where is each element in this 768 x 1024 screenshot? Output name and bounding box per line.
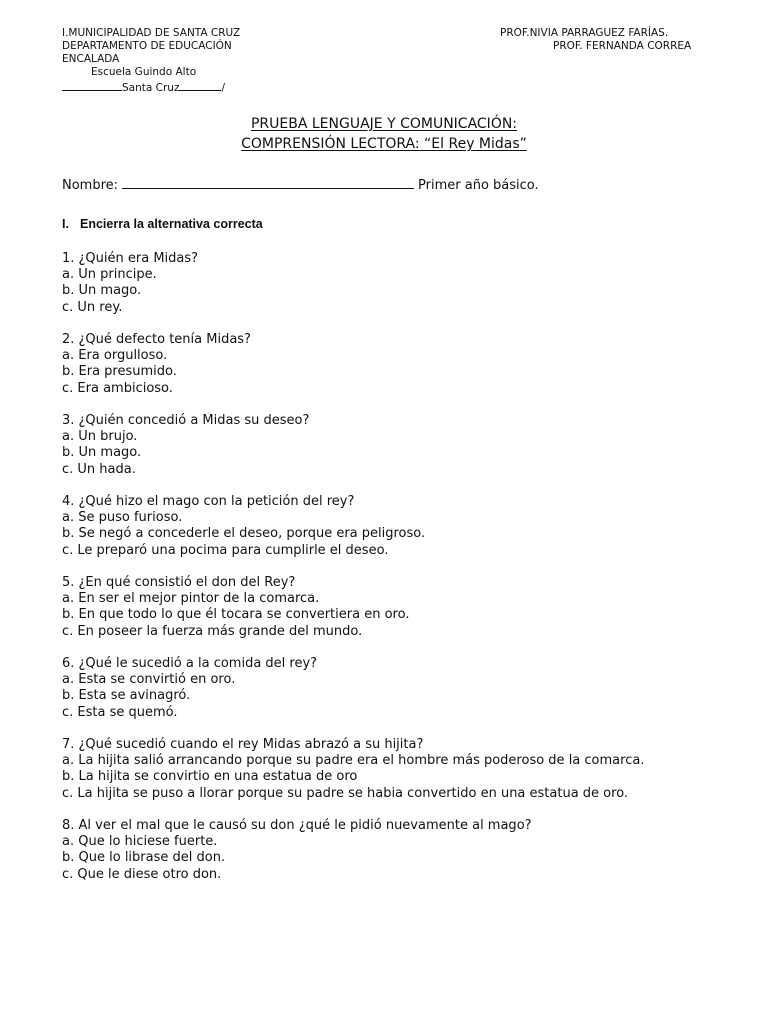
section-instruction: Encierra la alternativa correcta bbox=[80, 217, 263, 231]
answer-option-a[interactable]: a. Esta se convirtió en oro. bbox=[62, 672, 236, 688]
question-4 bbox=[62, 494, 752, 559]
question-3 bbox=[62, 413, 752, 478]
answer-option-b[interactable]: b. En que todo lo que él tocara se convertiera en oro. bbox=[62, 607, 410, 623]
location-city: Santa Cruz bbox=[122, 82, 180, 94]
answer-option-a[interactable]: a. Era orgulloso. bbox=[62, 348, 168, 364]
student-name-row bbox=[62, 175, 539, 195]
teacher-name-1: PROF.NIVIA PARRAGUEZ FARÍAS. bbox=[500, 27, 669, 39]
answer-option-a[interactable]: a. Se puso furioso. bbox=[62, 510, 183, 526]
question-prompt: 4. ¿Qué hizo el mago con la petición del rey? bbox=[62, 494, 355, 509]
answer-option-c[interactable]: c. Le preparó una pocima para cumplirle el deseo. bbox=[62, 542, 389, 558]
location-slash: / bbox=[221, 82, 226, 94]
answer-option-b[interactable]: b. Un mago. bbox=[62, 445, 142, 461]
answer-option-b[interactable]: b. Que lo librase del don. bbox=[62, 850, 226, 866]
department-name: DEPARTAMENTO DE EDUCACIÓN bbox=[62, 40, 232, 52]
question-prompt: 8. Al ver el mal que le causó su don ¿qué le pidió nuevamente al mago? bbox=[62, 818, 532, 833]
question-1 bbox=[62, 251, 752, 316]
teacher-name-2: PROF. FERNANDA CORREA bbox=[553, 40, 692, 52]
question-prompt: 7. ¿Qué sucedió cuando el rey Midas abrazó a su hijita? bbox=[62, 737, 424, 752]
teacher-header bbox=[500, 27, 691, 53]
school-name: Escuela Guindo Alto bbox=[91, 66, 197, 78]
school-location bbox=[62, 79, 240, 95]
answer-option-a[interactable]: a. En ser el mejor pintor de la comarca. bbox=[62, 591, 320, 607]
answer-option-c[interactable]: c. Era ambicioso. bbox=[62, 380, 173, 396]
test-title-line-1: PRUEBA LENGUAJE Y COMUNICACIÓN: bbox=[250, 116, 518, 132]
name-blank-field[interactable] bbox=[122, 175, 414, 189]
answer-option-b[interactable]: b. Un mago. bbox=[62, 283, 142, 299]
test-title bbox=[0, 114, 768, 154]
date-blank bbox=[179, 79, 221, 91]
answer-option-c[interactable]: c. En poseer la fuerza más grande del mundo. bbox=[62, 623, 363, 639]
answer-option-b[interactable]: b. Se negó a concederle el deseo, porque era peligroso. bbox=[62, 526, 426, 542]
answer-option-b[interactable]: b. La hijita se convirtio en una estatua de oro bbox=[62, 769, 358, 785]
question-prompt: 5. ¿En qué consistió el don del Rey? bbox=[62, 575, 296, 590]
section-number: I. bbox=[62, 217, 69, 231]
answer-option-a[interactable]: a. Un principe. bbox=[62, 267, 157, 283]
question-8 bbox=[62, 818, 752, 883]
location-blank bbox=[62, 79, 122, 91]
question-prompt: 2. ¿Qué defecto tenía Midas? bbox=[62, 332, 251, 347]
answer-option-a[interactable]: a. La hijita salió arrancando porque su padre era el hombre más poderoso de la comarca. bbox=[62, 753, 645, 769]
answer-option-b[interactable]: b. Esta se avinagró. bbox=[62, 688, 191, 704]
question-5 bbox=[62, 575, 752, 640]
answer-option-c[interactable]: c. La hijita se puso a llorar porque su padre se habia convertido en una estatua de oro. bbox=[62, 785, 629, 801]
municipality-name: I.MUNICIPALIDAD DE SANTA CRUZ bbox=[62, 27, 241, 39]
school-header bbox=[62, 27, 240, 95]
grade-label: Primer año básico. bbox=[418, 178, 539, 193]
answer-option-c[interactable]: c. Un rey. bbox=[62, 299, 123, 315]
answer-option-b[interactable]: b. Era presumido. bbox=[62, 364, 177, 380]
question-prompt: 1. ¿Quién era Midas? bbox=[62, 251, 199, 266]
question-6 bbox=[62, 656, 752, 721]
question-7 bbox=[62, 737, 752, 802]
department-section: ENCALADA bbox=[62, 53, 120, 65]
answer-option-a[interactable]: a. Un brujo. bbox=[62, 429, 138, 445]
answer-option-c[interactable]: c. Un hada. bbox=[62, 461, 136, 477]
question-prompt: 3. ¿Quién concedió a Midas su deseo? bbox=[62, 413, 310, 428]
question-prompt: 6. ¿Qué le sucedió a la comida del rey? bbox=[62, 656, 318, 671]
test-title-line-2: COMPRENSIÓN LECTORA: “El Rey Midas” bbox=[241, 136, 527, 152]
name-label: Nombre: bbox=[62, 178, 119, 193]
section-heading bbox=[62, 216, 263, 232]
question-list bbox=[62, 251, 752, 899]
answer-option-a[interactable]: a. Que lo hiciese fuerte. bbox=[62, 834, 218, 850]
answer-option-c[interactable]: c. Esta se quemó. bbox=[62, 704, 178, 720]
answer-option-c[interactable]: c. Que le diese otro don. bbox=[62, 866, 222, 882]
question-2 bbox=[62, 332, 752, 397]
